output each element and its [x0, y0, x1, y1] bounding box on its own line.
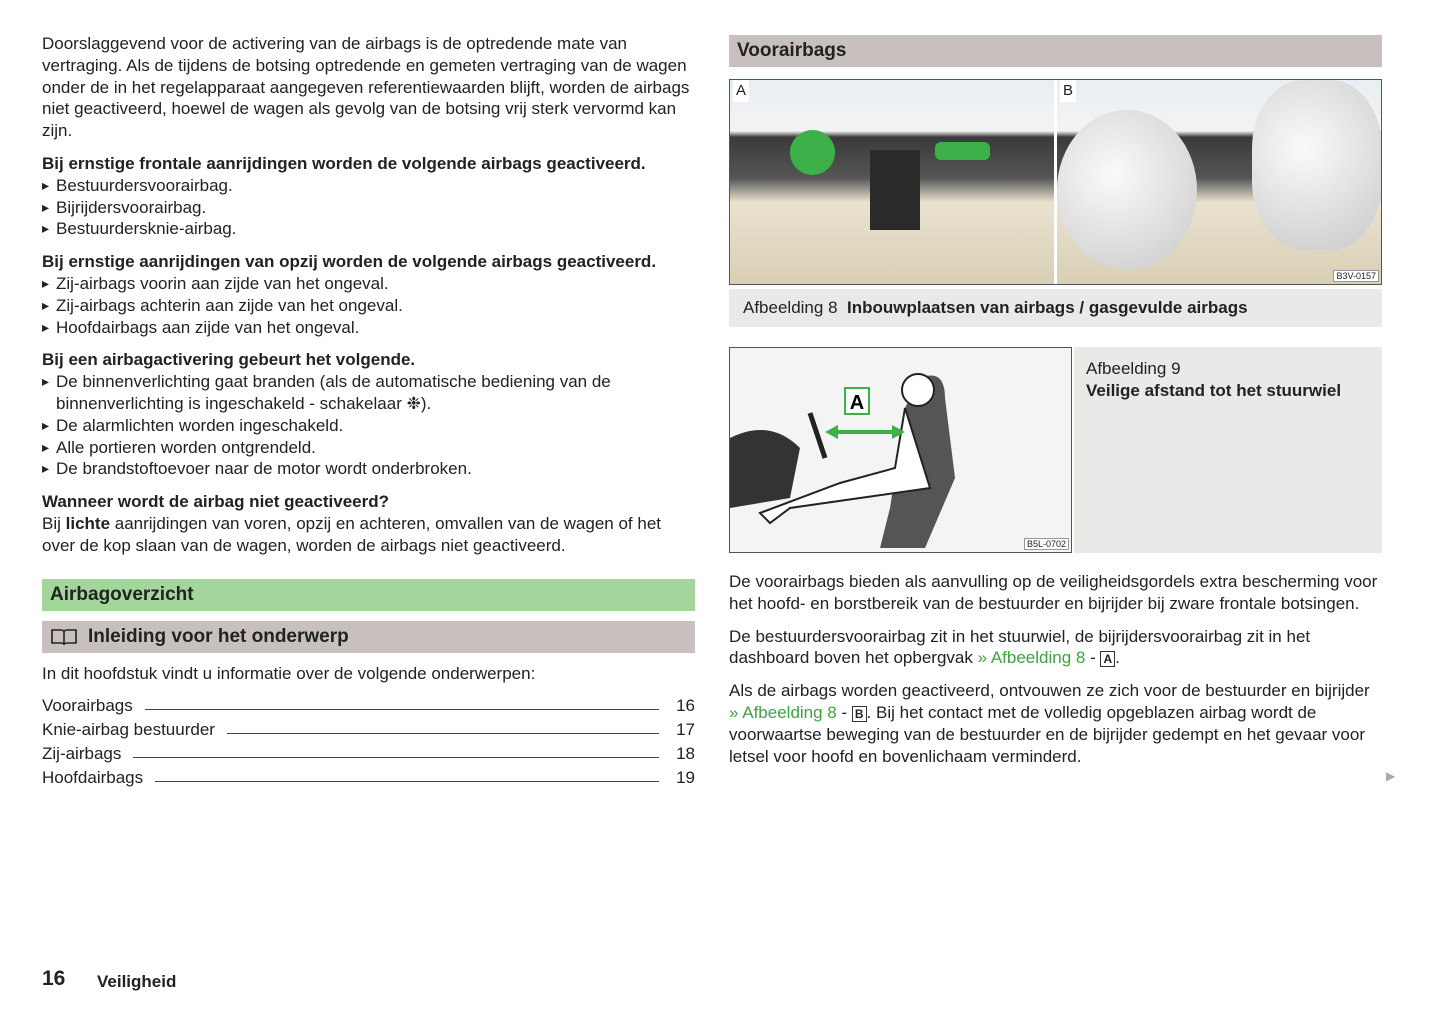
toc-label: Hoofdairbags	[42, 767, 144, 787]
section-title: Airbagoverzicht	[42, 579, 695, 611]
driver-airbag-highlight	[790, 130, 835, 175]
driver-seating-illustration	[730, 348, 1072, 553]
figure-8-link[interactable]: » Afbeelding 8	[729, 702, 837, 722]
text: . Bij het contact met de volledig opgeblazen airbag wordt de voorwaartse beweging van de bestuurder en de bijrijder gedempt en het gevaar voor letsel voor hoofd en bovenlichaam verminderd.	[729, 702, 1366, 766]
figure-8-panel-a	[730, 80, 1054, 284]
text: Bij	[42, 513, 66, 533]
subsection-label: Inleiding voor het onderwerp	[88, 625, 349, 647]
toc-item[interactable]	[42, 764, 695, 788]
center-console	[870, 150, 920, 230]
list-item: ▸ De brandstoftoevoer naar de motor wordt onderbroken.	[42, 458, 695, 480]
continue-arrow-icon: ▶	[1386, 769, 1396, 783]
passenger-airbag-highlight	[935, 142, 990, 160]
figure-8-panel-b	[1057, 80, 1381, 284]
caption-number: Afbeelding 9	[1086, 359, 1181, 378]
side-list	[42, 273, 695, 338]
toc-page: 17	[676, 719, 695, 739]
paragraph	[729, 680, 1382, 767]
figure-9	[729, 347, 1072, 553]
text: -	[836, 702, 852, 722]
text: De bestuurdersvoorairbag zit in het stuurwiel, de bijrijdersvoorairbag zit in het dashboard boven het opbergvak	[729, 626, 1311, 668]
subsection-title	[42, 621, 695, 653]
panel-ref: B	[852, 706, 867, 722]
inflated-driver-airbag	[1057, 110, 1197, 270]
toc-item[interactable]	[42, 716, 695, 740]
activation-heading: Bij een airbagactivering gebeurt het volgende.	[42, 350, 416, 370]
figure-code: B3V-0157	[1333, 270, 1379, 282]
page-section-title: Voorairbags	[729, 35, 1382, 67]
frontal-heading: Bij ernstige frontale aanrijdingen worden de volgende airbags geactiveerd.	[42, 153, 646, 173]
figure-8	[729, 79, 1382, 285]
toc-label: Zij-airbags	[42, 743, 122, 763]
inflated-passenger-airbag	[1252, 80, 1382, 250]
toc-page: 16	[676, 695, 695, 715]
footer-section: Veiligheid	[97, 972, 177, 991]
text: -	[1085, 648, 1101, 668]
caption-title: Veilige afstand tot het stuurwiel	[1086, 380, 1342, 400]
side-heading: Bij ernstige aanrijdingen van opzij worden de volgende airbags geactiveerd.	[42, 252, 657, 272]
frontal-list	[42, 175, 695, 240]
figure-8-caption	[729, 289, 1382, 327]
toc-label: Voorairbags	[42, 695, 133, 715]
figure-code: B5L-0702	[1024, 538, 1069, 550]
leader-line	[145, 709, 659, 710]
toc-label: Knie-airbag bestuurder	[42, 719, 215, 739]
list-item: ▸ De binnenverlichting gaat branden (als de automatische bediening van de binnenverlichting is ingeschakeld - schakelaar ❉).	[42, 371, 695, 415]
list-item: ▸ Bijrijdersvoorairbag.	[42, 197, 695, 219]
page-number: 16	[42, 967, 66, 990]
list-item: ▸ Alle portieren worden ontgrendeld.	[42, 437, 695, 459]
right-text	[729, 571, 1382, 778]
panel-label: B	[1060, 80, 1076, 102]
not-activated-paragraph	[42, 513, 695, 557]
activation-list	[42, 371, 695, 480]
toc-list	[42, 692, 695, 788]
paragraph: De voorairbags bieden als aanvulling op de veiligheidsgordels extra bescherming voor het hoofd- en borstbereik van de bestuurder en bijrijder bij zware frontale botsingen.	[729, 572, 1378, 613]
left-column	[42, 33, 695, 788]
leader-line	[155, 781, 659, 782]
leader-line	[227, 733, 659, 734]
list-item: ▸ Zij-airbags voorin aan zijde van het ongeval.	[42, 273, 695, 295]
intro-paragraph: Doorslaggevend voor de activering van de airbags is de optredende mate van vertraging. Als de tijdens de botsing optredende en gemeten vertraging van de wagen onder de in het regelapparaat aangegeven referentiewaarden blijft, worden de airbags niet geactiveerd, hoewel de wagen als gevolg van de botsing vrij sterk vervormd kan zijn.	[42, 34, 690, 141]
toc-item[interactable]	[42, 740, 695, 764]
not-activated-heading: Wanneer wordt de airbag niet geactiveerd?	[42, 492, 390, 512]
list-item: ▸ Bestuurdersknie-airbag.	[42, 218, 695, 240]
panel-label: A	[733, 80, 749, 102]
figure-8-link[interactable]: » Afbeelding 8	[977, 648, 1086, 668]
leader-line	[133, 757, 659, 758]
list-item: ▸ Bestuurdersvoorairbag.	[42, 175, 695, 197]
figure-9-caption	[1074, 347, 1382, 553]
list-item: ▸ Hoofdairbags aan zijde van het ongeval.	[42, 317, 695, 339]
caption-number: Afbeelding 8	[743, 298, 838, 317]
distance-label: A	[849, 392, 865, 414]
paragraph: De bestuurdersvoorairbag zit in het stuurwiel, de bijrijdersvoorairbag zit in het dashboard boven het opbergvak » Afbeelding 8 - A .	[729, 626, 1311, 668]
emphasis: lichte	[65, 513, 111, 533]
caption-title: Inbouwplaatsen van airbags / gasgevulde airbags	[846, 298, 1248, 317]
panel-ref: A	[1100, 651, 1115, 667]
book-icon	[50, 627, 78, 647]
list-item: ▸ Zij-airbags achterin aan zijde van het ongeval.	[42, 295, 695, 317]
toc-item[interactable]	[42, 692, 695, 716]
toc-page: 19	[676, 767, 695, 787]
text: Als de airbags worden geactiveerd, ontvouwen ze zich voor de bestuurder en bijrijder	[729, 681, 1370, 701]
list-item: ▸ De alarmlichten worden ingeschakeld.	[42, 415, 695, 437]
text: aanrijdingen van voren, opzij en achteren, omvallen van de wagen of het over de kop slaan van de wagen, worden de airbags niet geactiveerd.	[42, 513, 662, 555]
toc-intro: In dit hoofdstuk vindt u informatie over de volgende onderwerpen:	[42, 663, 536, 683]
toc-page: 18	[676, 743, 695, 763]
